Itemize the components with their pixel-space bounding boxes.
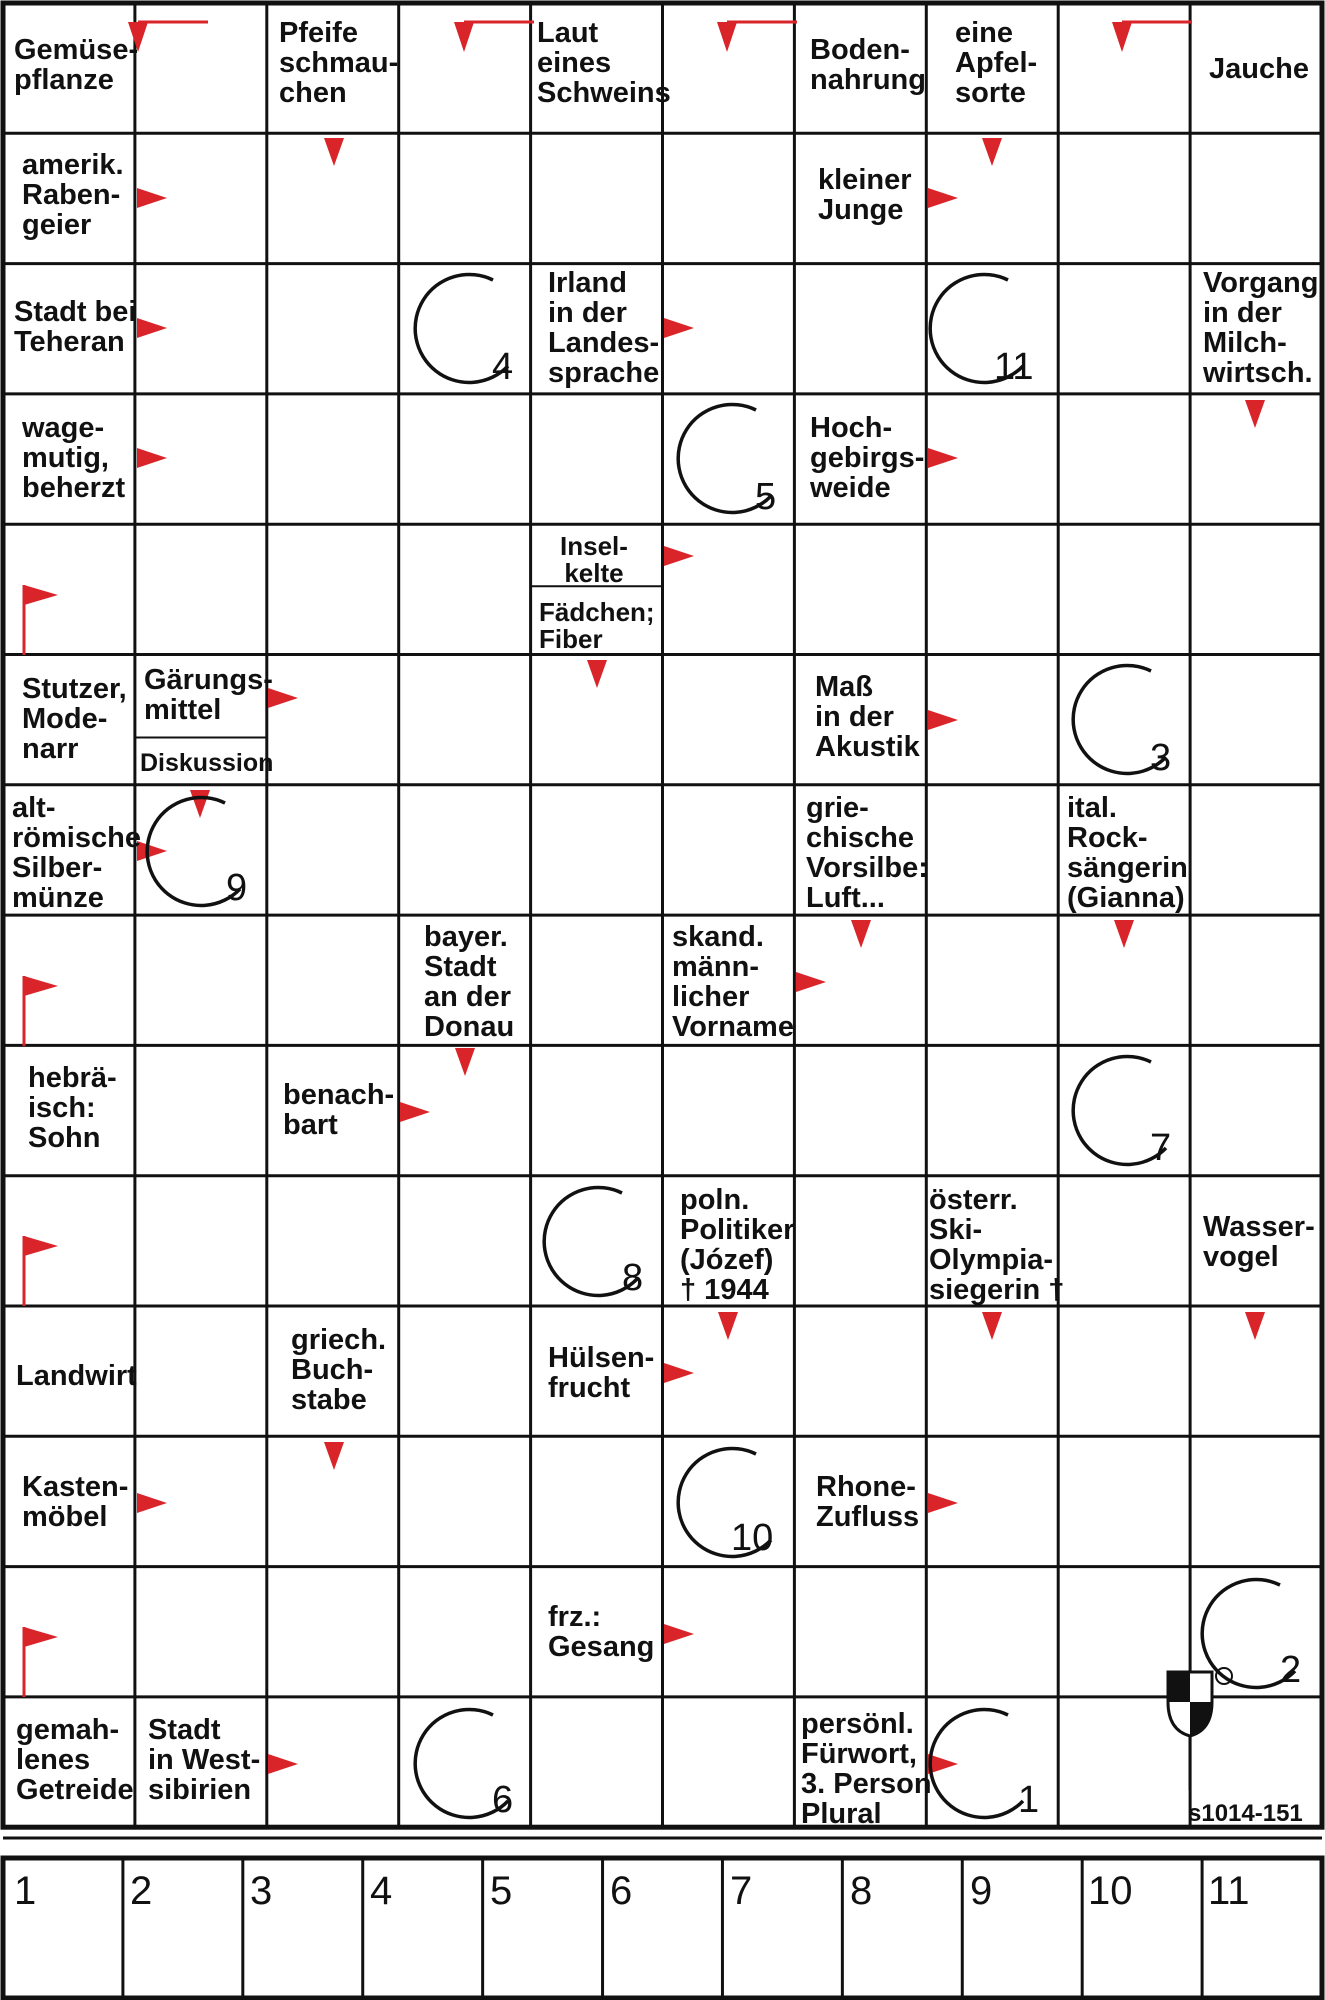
clue-gaerungsmittel: Gärungs- mittel: [144, 664, 273, 726]
clue-poln-politiker: poln. Politiker (Józef) † 1944: [680, 1184, 795, 1306]
arrow-right-icon: [400, 1102, 430, 1122]
arrow-down-icon: [1245, 1312, 1265, 1340]
arrow-down-icon: [324, 1442, 344, 1470]
arrow-right-icon: [928, 1754, 958, 1774]
flag-icon: [24, 1627, 58, 1647]
clue-irland: Irland in der Landes- sprache: [548, 267, 660, 389]
circle-number: 4: [492, 346, 514, 388]
arrow-right-icon: [137, 1493, 167, 1513]
arrow-down-icon: [1245, 400, 1265, 428]
circle-number: 1: [1018, 1779, 1040, 1821]
clue-frz-gesang: frz.: Gesang: [548, 1601, 655, 1663]
clue-wagemutig: wage- mutig, beherzt: [22, 412, 126, 504]
arrow-right-icon: [664, 1624, 694, 1644]
clue-skand-vorname: skand. männ- licher Vorname: [672, 921, 794, 1043]
flag-icon: [24, 976, 58, 996]
arrow-right-icon: [664, 546, 694, 566]
arrow-down-icon: [1114, 920, 1134, 948]
clue-huelsenfrucht: Hülsen- frucht: [548, 1342, 655, 1404]
arrow-corner-icon: [717, 22, 737, 52]
clue-griech-buchstabe: griech. Buch- stabe: [291, 1324, 387, 1416]
clue-stutzer-modenarr: Stutzer, Mode- narr: [22, 673, 127, 765]
circle-number: 11: [994, 346, 1034, 388]
solution-number: 4: [370, 1869, 393, 1913]
arrow-right-icon: [664, 318, 694, 338]
clue-landwirt: Landwirt: [16, 1360, 137, 1392]
circle-number: 6: [492, 1779, 514, 1821]
clue-bodennahrung: Boden- nahrung: [810, 34, 926, 96]
solution-number: 9: [970, 1869, 993, 1913]
arrow-down-icon: [455, 1048, 475, 1076]
solution-number: 11: [1208, 1869, 1250, 1913]
clue-kastenmoebel: Kasten- möbel: [22, 1471, 129, 1533]
arrow-right-icon: [137, 841, 167, 861]
clue-griechische-vorsilbe: grie- chische Vorsilbe: Luft...: [806, 792, 928, 914]
clue-gemuesepflanze: Gemüse- pflanze: [14, 34, 139, 96]
circle-number: 2: [1280, 1649, 1302, 1691]
clue-stadt-bei-teheran: Stadt bei Teheran: [14, 296, 137, 358]
clue-inselkelte: Insel- kelte: [560, 531, 628, 588]
arrow-right-icon: [137, 188, 167, 208]
clue-benachbart: benach- bart: [283, 1079, 395, 1141]
circle-number: 5: [755, 476, 777, 518]
arrow-right-icon: [664, 1363, 694, 1383]
circle-number: 3: [1150, 737, 1172, 779]
solution-number: 6: [610, 1869, 633, 1913]
clue-vorgang-milchwirtschaft: Vorgang in der Milch- wirtsch.: [1203, 267, 1319, 389]
arrow-right-icon: [796, 972, 826, 992]
flag-icon: [24, 1236, 58, 1256]
clue-diskussion: Diskussion: [140, 749, 274, 777]
solution-number: 3: [250, 1869, 273, 1913]
arrow-down-icon: [190, 790, 210, 818]
shield-logo-quarter: [1168, 1672, 1190, 1702]
clue-stadt-westsibirien: Stadt in West- sibirien: [148, 1714, 261, 1806]
clue-amerik-rabengeier: amerik. Raben- geier: [22, 149, 124, 241]
puzzle-code: s1014-151: [1188, 1800, 1303, 1827]
flag-icon: [24, 585, 58, 605]
arrow-right-icon: [928, 448, 958, 468]
clue-pfeife-schmauchen: Pfeife schmau- chen: [279, 17, 399, 109]
solution-number: 5: [490, 1869, 513, 1913]
solution-number: 10: [1088, 1869, 1133, 1913]
arrow-right-icon: [137, 448, 167, 468]
arrow-down-icon: [718, 1312, 738, 1340]
clue-mass-akustik: Maß in der Akustik: [815, 671, 920, 763]
clue-faedchen-fiber: Fädchen; Fiber: [539, 597, 655, 654]
solution-number: 2: [130, 1869, 153, 1913]
circle-number: 10: [731, 1517, 774, 1559]
clue-apfelsorte: eine Apfel- sorte: [955, 17, 1038, 109]
clue-jauche: Jauche: [1209, 53, 1309, 85]
arrow-down-icon: [587, 660, 607, 688]
clue-persoenl-fuerwort: persönl. Fürwort, 3. Person Plural: [801, 1708, 932, 1830]
arrow-right-icon: [137, 318, 167, 338]
arrow-down-icon: [982, 1312, 1002, 1340]
clue-oesterr-skiolympiasiegerin: österr. Ski- Olympia- siegerin †: [929, 1184, 1065, 1306]
circle-number: 8: [622, 1257, 644, 1299]
clue-ital-rocksaengerin: ital. Rock- sängerin (Gianna): [1067, 792, 1188, 914]
clue-laut-eines-schweins: Laut eines Schweins: [537, 17, 671, 109]
clue-rhone-zufluss: Rhone- Zufluss: [816, 1471, 920, 1533]
clue-hebraeisch-sohn: hebrä- isch: Sohn: [28, 1062, 117, 1154]
arrow-down-icon: [324, 138, 344, 166]
arrow-down-icon: [851, 920, 871, 948]
arrow-right-icon: [928, 188, 958, 208]
circle-number: 9: [226, 867, 248, 909]
solution-number: 1: [14, 1869, 37, 1913]
solution-number: 8: [850, 1869, 873, 1913]
clue-wasservogel: Wasser- vogel: [1203, 1211, 1315, 1273]
clue-hochgebirgsweide: Hoch- gebirgs- weide: [810, 412, 925, 504]
circle-number: 7: [1150, 1127, 1172, 1169]
solution-number: 7: [730, 1869, 753, 1913]
arrow-corner-icon: [1112, 22, 1132, 52]
arrow-corner-icon: [454, 22, 474, 52]
clue-altroemische-silbermuenze: alt- römische Silber- münze: [12, 792, 141, 914]
clue-kleiner-junge: kleiner Junge: [818, 164, 912, 226]
arrow-right-icon: [268, 1754, 298, 1774]
clue-gemahlenes-getreide: gemah- lenes Getreide: [16, 1714, 134, 1806]
arrow-right-icon: [928, 710, 958, 730]
arrow-down-icon: [982, 138, 1002, 166]
clue-bayer-stadt-donau: bayer. Stadt an der Donau: [424, 921, 515, 1043]
arrow-right-icon: [928, 1493, 958, 1513]
